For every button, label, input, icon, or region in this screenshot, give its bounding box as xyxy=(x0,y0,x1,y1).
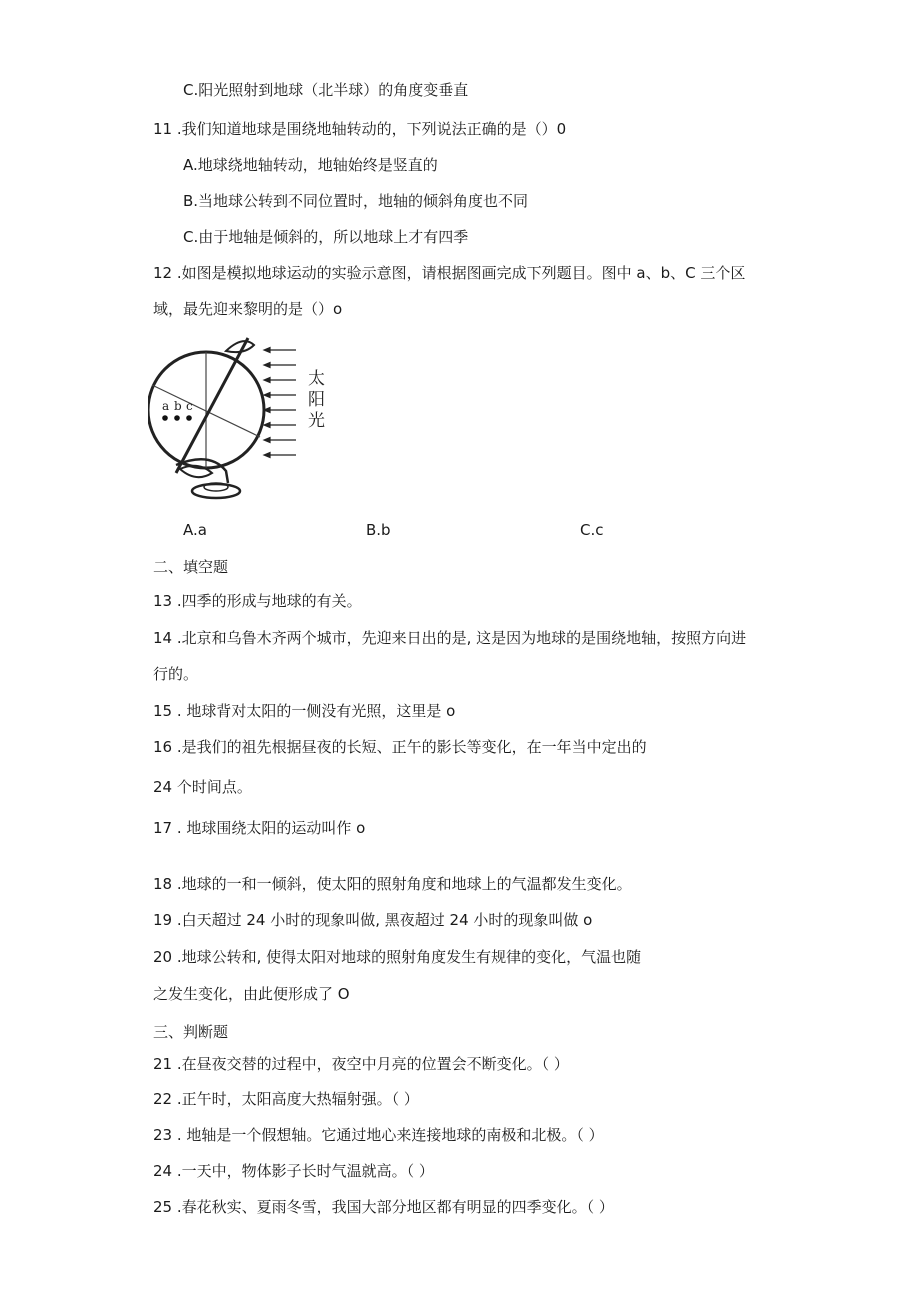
dot-label-b: b xyxy=(174,399,182,413)
q24: 24 .一天中，物体影子长时气温就高。（ ） xyxy=(153,1162,434,1180)
section3-title: 三、判断题 xyxy=(153,1023,229,1041)
q10-option-c: C.阳光照射到地球（北半球）的角度变垂直 xyxy=(183,81,469,99)
q12-option-a: A.a xyxy=(183,521,207,539)
q13: 13 .四季的形成与地球的有关。 xyxy=(153,592,362,610)
q21: 21 .在昼夜交替的过程中，夜空中月亮的位置会不断变化。（ ） xyxy=(153,1055,569,1073)
globe-figure xyxy=(148,333,338,505)
q18: 18 .地球的一和一倾斜，使太阳的照射角度和地球上的气温都发生变化。 xyxy=(153,875,632,893)
dot-b xyxy=(174,415,180,421)
q14-line2: 行的。 xyxy=(153,665,199,683)
dot-label-c: c xyxy=(186,399,193,413)
q12-stem-line1: 12 .如图是模拟地球运动的实验示意图，请根据图画完成下列题目。图中 a、b、C 三个区 xyxy=(153,264,746,282)
q22: 22 .正午时，太阳高度大热辐射强。（ ） xyxy=(153,1090,419,1108)
q12-stem-line2: 域，最先迎来黎明的是（）o xyxy=(153,300,343,318)
q14-line1: 14 .北京和乌鲁木齐两个城市，先迎来日出的是, 这是因为地球的是围绕地轴，按照方向进 xyxy=(153,629,747,647)
q11-option-c: C.由于地轴是倾斜的，所以地球上才有四季 xyxy=(183,228,469,246)
sunlight-arrows xyxy=(264,348,296,458)
q16-line1: 16 .是我们的祖先根据昼夜的长短、正午的影长等变化，在一年当中定出的 xyxy=(153,738,647,756)
q15: 15 . 地球背对太阳的一侧没有光照，这里是 o xyxy=(153,702,456,720)
dot-c xyxy=(186,415,192,421)
dot-label-a: a xyxy=(162,399,170,413)
q25: 25 .春花秋实、夏雨冬雪，我国大部分地区都有明显的四季变化。（ ） xyxy=(153,1198,614,1216)
sun-label-1: 太 xyxy=(308,369,325,389)
sun-label-3: 光 xyxy=(308,411,325,431)
q23: 23 . 地轴是一个假想轴。它通过地心来连接地球的南极和北极。（ ） xyxy=(153,1126,604,1144)
sun-label-2: 阳 xyxy=(308,390,325,410)
q11-option-b: B.当地球公转到不同位置时，地轴的倾斜角度也不同 xyxy=(183,192,529,210)
q19: 19 .白天超过 24 小时的现象叫做, 黑夜超过 24 小时的现象叫做 o xyxy=(153,911,593,929)
q12-option-c: C.c xyxy=(580,521,604,539)
dot-a xyxy=(162,415,168,421)
q12-option-b: B.b xyxy=(366,521,391,539)
q16-line2: 24 个时间点。 xyxy=(153,778,252,796)
q17: 17 . 地球围绕太阳的运动叫作 o xyxy=(153,819,366,837)
q20-line1: 20 .地球公转和, 使得太阳对地球的照射角度发生有规律的变化，气温也随 xyxy=(153,948,642,966)
q20-line2: 之发生变化，由此便形成了 O xyxy=(153,985,350,1003)
section2-title: 二、填空题 xyxy=(153,558,229,576)
q11-stem: 11 .我们知道地球是围绕地轴转动的，下列说法正确的是（）0 xyxy=(153,120,567,138)
q11-option-a: A.地球绕地轴转动，地轴始终是竖直的 xyxy=(183,156,438,174)
